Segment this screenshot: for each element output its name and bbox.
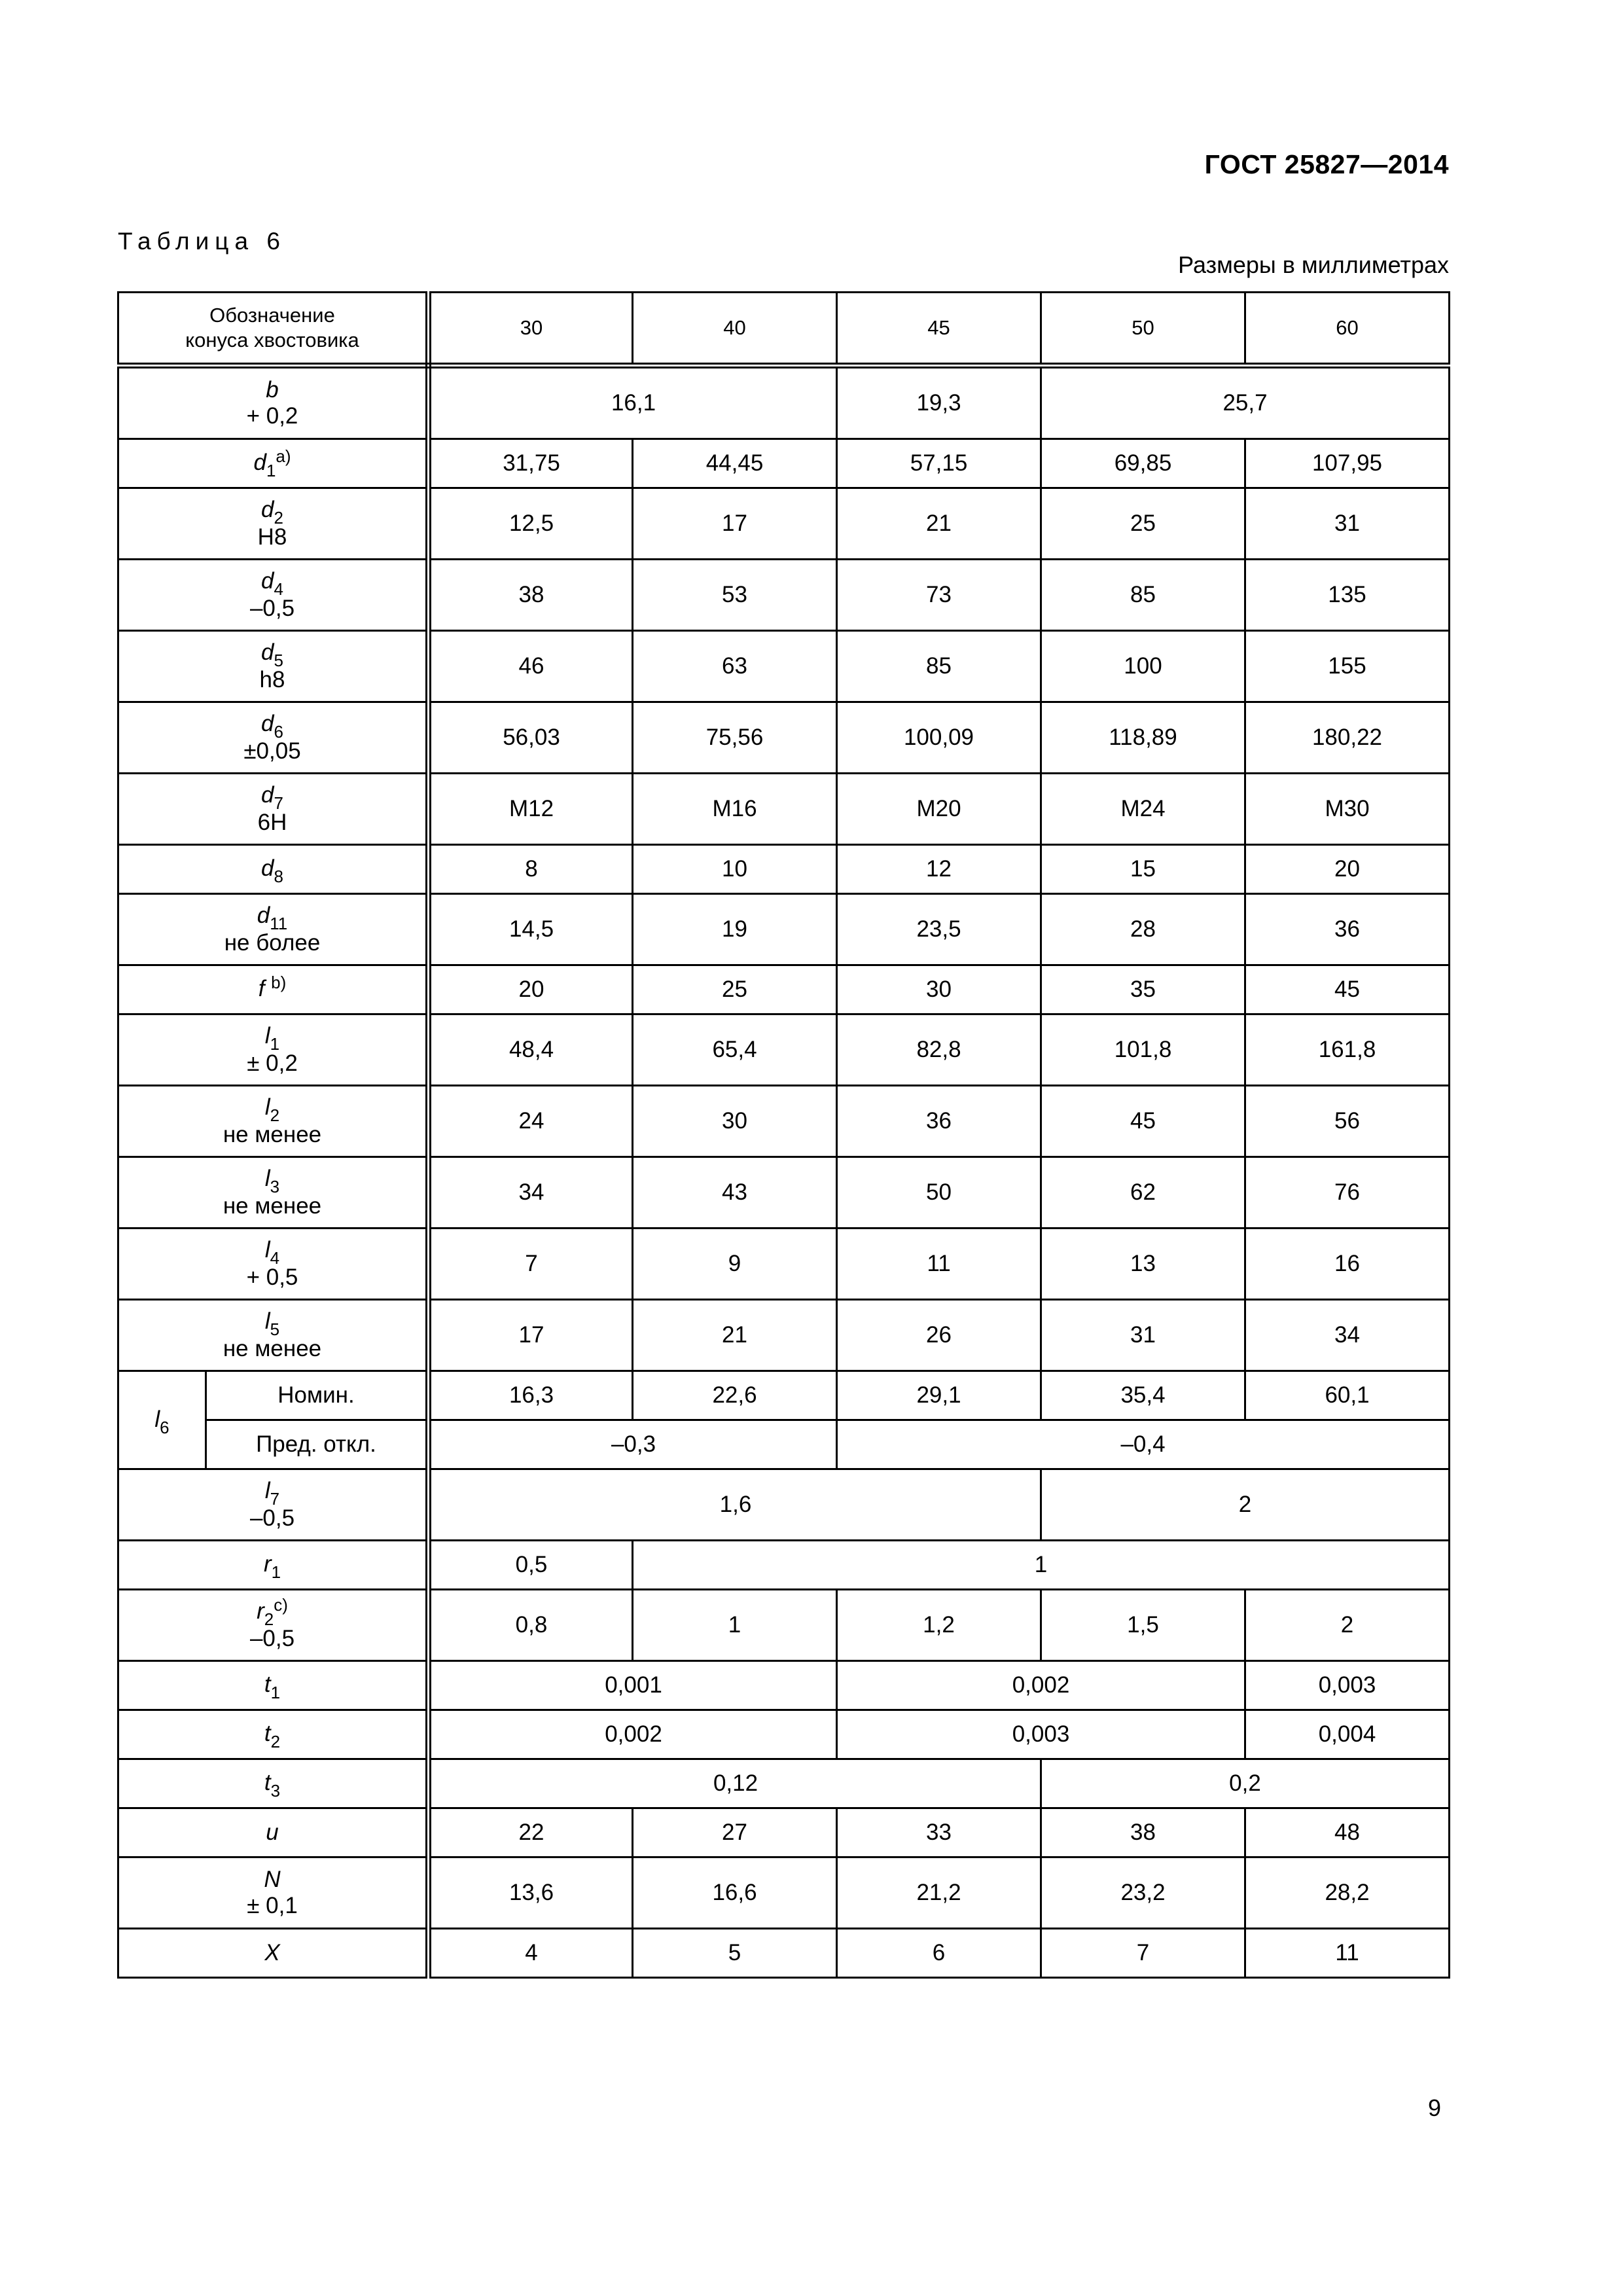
table-row-d8	[118, 845, 1450, 894]
value-cell: 21	[837, 488, 1041, 560]
size-header: 30	[429, 293, 633, 366]
param-symbol: l	[264, 1166, 270, 1191]
value-cell: 5	[633, 1929, 837, 1978]
param-cell	[118, 894, 429, 965]
value-cell: 8	[429, 845, 633, 894]
value-cell: 31,75	[429, 439, 633, 488]
value-cell: 1,5	[1041, 1590, 1245, 1661]
param-cell	[118, 1229, 429, 1300]
value-cell: 57,15	[837, 439, 1041, 488]
param-symbol: d	[257, 903, 270, 928]
table-row-t3	[118, 1759, 1450, 1808]
size-header: 50	[1041, 293, 1245, 366]
value-cell: 0,2	[1041, 1759, 1450, 1808]
value-cell: 35,4	[1041, 1371, 1245, 1420]
param-subscript: 5	[270, 1319, 280, 1339]
table-row-l5	[118, 1300, 1450, 1371]
value-cell: 118,89	[1041, 702, 1245, 774]
param-cell	[118, 1661, 429, 1710]
param-cell	[118, 1157, 429, 1229]
param-symbol: l	[264, 1478, 270, 1503]
param-symbol: b	[266, 377, 279, 403]
value-cell: 25	[633, 965, 837, 1014]
value-cell: 85	[837, 631, 1041, 702]
value-cell: 15	[1041, 845, 1245, 894]
table-row-d7	[118, 774, 1450, 845]
table-row-N	[118, 1857, 1450, 1929]
value-cell: 35	[1041, 965, 1245, 1014]
param-subscript: 4	[274, 579, 283, 599]
value-cell: 43	[633, 1157, 837, 1229]
param-subscript: 7	[274, 793, 283, 813]
value-cell: 4	[429, 1929, 633, 1978]
param-sublabel: Номин.	[206, 1371, 429, 1420]
table-title: Таблица 6	[118, 228, 286, 255]
value-cell: 31	[1245, 488, 1450, 560]
value-cell: M30	[1245, 774, 1450, 845]
value-cell: 12	[837, 845, 1041, 894]
param-tolerance: ±0,05	[243, 738, 301, 764]
value-cell: 180,22	[1245, 702, 1450, 774]
value-cell: 6	[837, 1929, 1041, 1978]
param-symbol: d	[261, 711, 274, 736]
spec-table	[117, 291, 1450, 1979]
param-cell	[118, 1929, 429, 1978]
value-cell: 28	[1041, 894, 1245, 965]
table-row-r1	[118, 1541, 1450, 1590]
value-cell: 9	[633, 1229, 837, 1300]
param-symbol: u	[266, 1820, 279, 1845]
value-cell: 0,003	[1245, 1661, 1450, 1710]
value-cell: 11	[837, 1229, 1041, 1300]
value-cell: 14,5	[429, 894, 633, 965]
param-cell	[118, 1857, 429, 1929]
param-subscript: 1	[270, 1683, 281, 1702]
value-cell: 11	[1245, 1929, 1450, 1978]
value-cell: 36	[837, 1086, 1041, 1157]
param-symbol: t	[264, 1770, 271, 1795]
value-cell: 16,1	[429, 366, 837, 439]
value-cell: 30	[633, 1086, 837, 1157]
param-tolerance: H8	[257, 524, 287, 550]
table-row-b	[118, 366, 1450, 439]
value-cell: 36	[1245, 894, 1450, 965]
value-cell: 0,8	[429, 1590, 633, 1661]
value-cell: 22,6	[633, 1371, 837, 1420]
param-subscript: 1	[271, 1562, 281, 1582]
param-symbol: l	[264, 1308, 270, 1334]
value-cell: 69,85	[1041, 439, 1245, 488]
value-cell: 107,95	[1245, 439, 1450, 488]
value-cell: 24	[429, 1086, 633, 1157]
param-symbol: t	[264, 1672, 271, 1697]
table-row-l2	[118, 1086, 1450, 1157]
table-row-f	[118, 965, 1450, 1014]
value-cell: 20	[429, 965, 633, 1014]
value-cell: 73	[837, 560, 1041, 631]
param-subscript: 5	[274, 651, 283, 670]
param-symbol: N	[264, 1867, 281, 1892]
value-cell: 1	[633, 1590, 837, 1661]
param-tolerance: 6H	[257, 810, 287, 835]
param-tolerance: ± 0,1	[247, 1893, 298, 1918]
param-tolerance: –0,5	[249, 1626, 295, 1651]
param-cell	[118, 366, 429, 439]
param-subscript: 4	[270, 1248, 280, 1268]
param-subscript: 1	[266, 461, 276, 480]
param-footnote-ref: b)	[271, 973, 287, 992]
value-cell: 7	[1041, 1929, 1245, 1978]
param-cell	[118, 1014, 429, 1086]
value-cell: 48	[1245, 1808, 1450, 1857]
param-sublabel: Пред. откл.	[206, 1420, 429, 1469]
value-cell: 19,3	[837, 366, 1041, 439]
value-cell: 44,45	[633, 439, 837, 488]
value-cell: 0,002	[429, 1710, 837, 1759]
param-subscript: 2	[270, 1732, 281, 1751]
value-cell: 34	[429, 1157, 633, 1229]
value-cell: 16	[1245, 1229, 1450, 1300]
param-cell	[118, 560, 429, 631]
param-symbol: d	[261, 497, 274, 522]
units-note: Размеры в миллиметрах	[1178, 251, 1449, 278]
param-subscript: 3	[270, 1177, 280, 1196]
param-footnote-ref: a)	[276, 446, 291, 466]
table-row-l6-nominal	[118, 1371, 1450, 1420]
value-cell: 63	[633, 631, 837, 702]
table-row-X	[118, 1929, 1450, 1978]
size-header: 45	[837, 293, 1041, 366]
value-cell: 21,2	[837, 1857, 1041, 1929]
value-cell: 2	[1245, 1590, 1450, 1661]
table-row-d4	[118, 560, 1450, 631]
table-row-t1	[118, 1661, 1450, 1710]
value-cell: 0,001	[429, 1661, 837, 1710]
param-subscript: 1	[270, 1034, 280, 1054]
value-cell: 56	[1245, 1086, 1450, 1157]
value-cell: 100,09	[837, 702, 1041, 774]
table-row-l3	[118, 1157, 1450, 1229]
value-cell: 1,6	[429, 1469, 1041, 1541]
value-cell: 33	[837, 1808, 1041, 1857]
value-cell: 60,1	[1245, 1371, 1450, 1420]
value-cell: 13	[1041, 1229, 1245, 1300]
value-cell: 7	[429, 1229, 633, 1300]
value-cell: 29,1	[837, 1371, 1041, 1420]
param-symbol: d	[261, 782, 274, 808]
value-cell: 50	[837, 1157, 1041, 1229]
param-symbol: d	[261, 855, 274, 881]
param-symbol: l	[264, 1237, 270, 1263]
table-row-r2	[118, 1590, 1450, 1661]
param-symbol: l	[264, 1094, 270, 1120]
param-symbol: l	[264, 1023, 270, 1049]
table-row-d11	[118, 894, 1450, 965]
param-cell	[118, 1086, 429, 1157]
param-cell	[118, 1710, 429, 1759]
value-cell: 75,56	[633, 702, 837, 774]
value-cell: M24	[1041, 774, 1245, 845]
table-row-l4	[118, 1229, 1450, 1300]
value-cell: 161,8	[1245, 1014, 1450, 1086]
param-tolerance: h8	[259, 667, 285, 692]
param-tolerance: не менее	[223, 1122, 322, 1147]
param-cell	[118, 488, 429, 560]
param-cell	[118, 702, 429, 774]
param-cell	[118, 774, 429, 845]
value-cell: 65,4	[633, 1014, 837, 1086]
value-cell: 21	[633, 1300, 837, 1371]
value-cell: –0,3	[429, 1420, 837, 1469]
value-cell: 46	[429, 631, 633, 702]
value-cell: 22	[429, 1808, 633, 1857]
value-cell: 10	[633, 845, 837, 894]
value-cell: 17	[429, 1300, 633, 1371]
param-tolerance: –0,5	[249, 1505, 295, 1531]
param-subscript: 7	[270, 1489, 280, 1509]
value-cell: 34	[1245, 1300, 1450, 1371]
value-cell: 16,6	[633, 1857, 837, 1929]
value-cell: 1	[633, 1541, 1450, 1590]
table-row-l1	[118, 1014, 1450, 1086]
value-cell: 19	[633, 894, 837, 965]
value-cell: 76	[1245, 1157, 1450, 1229]
param-cell	[118, 439, 429, 488]
param-tolerance: –0,5	[249, 596, 295, 621]
param-cell	[118, 1590, 429, 1661]
value-cell: 23,2	[1041, 1857, 1245, 1929]
param-cell	[118, 845, 429, 894]
value-cell: 2	[1041, 1469, 1450, 1541]
size-header: 60	[1245, 293, 1450, 366]
param-subscript: 6	[160, 1417, 169, 1437]
value-cell: 62	[1041, 1157, 1245, 1229]
value-cell: 0,004	[1245, 1710, 1450, 1759]
value-cell: 48,4	[429, 1014, 633, 1086]
param-symbol: f	[258, 976, 265, 1001]
column-header-designation: Обозначение конуса хвостовика	[118, 293, 429, 366]
value-cell: 82,8	[837, 1014, 1041, 1086]
table-row-d5	[118, 631, 1450, 702]
value-cell: 12,5	[429, 488, 633, 560]
param-symbol: X	[264, 1940, 280, 1965]
value-cell: 0,003	[837, 1710, 1245, 1759]
value-cell: 45	[1041, 1086, 1245, 1157]
value-cell: 25,7	[1041, 366, 1450, 439]
value-cell: 56,03	[429, 702, 633, 774]
table-row-l6-deviation	[118, 1420, 1450, 1469]
value-cell: 17	[633, 488, 837, 560]
param-symbol: d	[253, 450, 266, 475]
value-cell: 100	[1041, 631, 1245, 702]
value-cell: 31	[1041, 1300, 1245, 1371]
param-subscript: 2	[274, 508, 283, 528]
value-cell: 45	[1245, 965, 1450, 1014]
param-symbol: l	[154, 1406, 160, 1432]
param-tolerance: + 0,5	[246, 1265, 298, 1290]
param-subscript: 6	[274, 722, 283, 742]
value-cell: 155	[1245, 631, 1450, 702]
page-number: 9	[1427, 2094, 1441, 2121]
table-row-d6	[118, 702, 1450, 774]
value-cell: 85	[1041, 560, 1245, 631]
value-cell: 26	[837, 1300, 1041, 1371]
param-subscript: 2	[270, 1105, 280, 1125]
param-cell	[118, 1469, 429, 1541]
value-cell: 1,2	[837, 1590, 1041, 1661]
param-cell	[118, 1541, 429, 1590]
value-cell: M20	[837, 774, 1041, 845]
value-cell: 28,2	[1245, 1857, 1450, 1929]
value-cell: 25	[1041, 488, 1245, 560]
table-row-l7	[118, 1469, 1450, 1541]
param-tolerance: не более	[224, 930, 321, 956]
param-symbol: r	[257, 1598, 264, 1624]
value-cell: 53	[633, 560, 837, 631]
value-cell: M16	[633, 774, 837, 845]
param-cell	[118, 1808, 429, 1857]
value-cell: 20	[1245, 845, 1450, 894]
table-row-u	[118, 1808, 1450, 1857]
param-subscript: 8	[274, 867, 283, 886]
param-tolerance: не менее	[223, 1193, 322, 1219]
param-cell	[118, 631, 429, 702]
param-subscript: 3	[270, 1781, 281, 1801]
value-cell: 0,5	[429, 1541, 633, 1590]
value-cell: 38	[1041, 1808, 1245, 1857]
param-tolerance: не менее	[223, 1336, 322, 1361]
value-cell: 27	[633, 1808, 837, 1857]
table-header-row	[118, 293, 1450, 366]
param-tolerance: + 0,2	[246, 403, 298, 429]
table-row-d1	[118, 439, 1450, 488]
param-symbol: t	[264, 1721, 271, 1746]
value-cell: 101,8	[1041, 1014, 1245, 1086]
value-cell: 0,12	[429, 1759, 1041, 1808]
value-cell: 13,6	[429, 1857, 633, 1929]
param-symbol: r	[263, 1551, 272, 1577]
value-cell: 38	[429, 560, 633, 631]
param-subscript: 2	[264, 1609, 274, 1629]
param-cell	[118, 1300, 429, 1371]
param-subscript: 11	[270, 914, 288, 933]
table-row-t2	[118, 1710, 1450, 1759]
value-cell: 0,002	[837, 1661, 1245, 1710]
value-cell: 135	[1245, 560, 1450, 631]
param-tolerance: ± 0,2	[247, 1050, 298, 1076]
table-row-d2	[118, 488, 1450, 560]
value-cell: 23,5	[837, 894, 1041, 965]
param-cell	[118, 965, 429, 1014]
value-cell: 16,3	[429, 1371, 633, 1420]
value-cell: 30	[837, 965, 1041, 1014]
param-cell	[118, 1371, 206, 1469]
param-symbol: d	[261, 639, 274, 665]
size-header: 40	[633, 293, 837, 366]
param-cell	[118, 1759, 429, 1808]
param-symbol: d	[261, 568, 274, 594]
value-cell: M12	[429, 774, 633, 845]
document-code: ГОСТ 25827—2014	[1204, 149, 1449, 179]
param-footnote-ref: c)	[274, 1595, 288, 1615]
value-cell: –0,4	[837, 1420, 1450, 1469]
